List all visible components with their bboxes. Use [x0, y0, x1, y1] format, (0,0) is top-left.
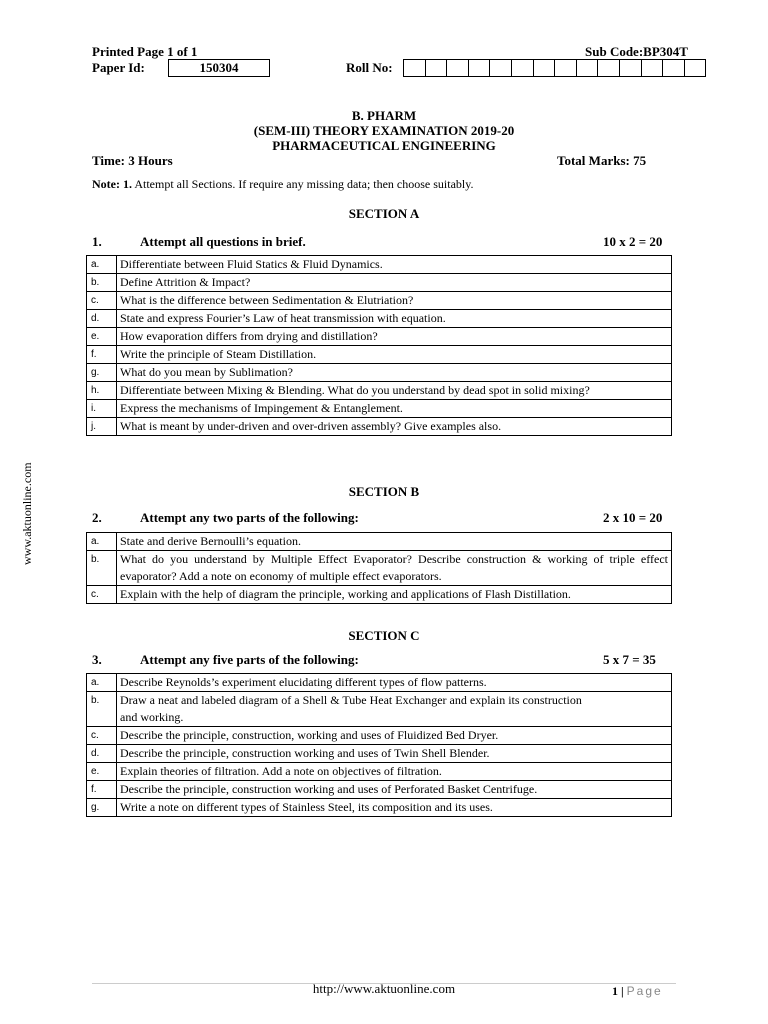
section-b-heading: SECTION B — [348, 484, 420, 499]
printed-page: Printed Page 1 of 1 — [92, 44, 198, 59]
section-c-marks: 5 x 7 = 35 — [603, 652, 656, 667]
question-row: f. Describe the principle, construction working and uses of Perforated Basket Centrifuge. — [87, 781, 672, 799]
section-c-qnum: 3. — [92, 652, 102, 667]
sub-code: Sub Code:BP304T — [585, 44, 688, 59]
side-watermark: www.aktuonline.com — [20, 462, 34, 565]
section-a-table — [86, 255, 672, 436]
section-a-instruction: Attempt all questions in brief. — [140, 234, 306, 249]
question-row: a. State and derive Bernoulli’s equation. — [87, 533, 672, 551]
page-word: Page — [626, 984, 663, 998]
question-row: a. Describe Reynolds’s experiment elucidating different types of flow patterns. — [87, 674, 672, 692]
roll-no-boxes — [403, 59, 706, 77]
question-row: f. Write the principle of Steam Distillation. — [87, 346, 672, 364]
question-row: c. What is the difference between Sedimentation & Elutriation? — [87, 292, 672, 310]
question-row: b. Draw a neat and labeled diagram of a Shell & Tube Heat Exchanger and explain its construction and working. — [87, 692, 672, 727]
section-b-table — [86, 532, 672, 604]
note-label: Note: 1. — [92, 177, 132, 191]
section-c-instruction: Attempt any five parts of the following: — [140, 652, 359, 667]
paper-id-label: Paper Id: — [92, 60, 145, 75]
question-row: b. What do you understand by Multiple Effect Evaporator? Describe construction & working of triple effect evaporator? Add a note on economy of multiple effect evaporators. — [87, 551, 672, 586]
section-a-qnum: 1. — [92, 234, 102, 249]
section-c-table — [86, 673, 672, 817]
section-b-instruction: Attempt any two parts of the following: — [140, 510, 359, 525]
question-row: e. How evaporation differs from drying and distillation? — [87, 328, 672, 346]
note — [92, 177, 473, 192]
section-a-marks: 10 x 2 = 20 — [603, 234, 663, 249]
page-number — [612, 984, 663, 999]
page-separator: | — [621, 984, 624, 998]
subject: PHARMACEUTICAL ENGINEERING — [272, 138, 496, 153]
section-a-heading: SECTION A — [348, 206, 420, 221]
question-row: i. Express the mechanisms of Impingement & Entanglement. — [87, 400, 672, 418]
section-c-heading: SECTION C — [348, 628, 420, 643]
question-row: j. What is meant by under-driven and over-driven assembly? Give examples also. — [87, 418, 672, 436]
program: B. PHARM — [351, 108, 417, 123]
note-text: Attempt all Sections. If require any missing data; then choose suitably. — [134, 177, 474, 191]
question-row: g. What do you mean by Sublimation? — [87, 364, 672, 382]
question-row: h. Differentiate between Mixing & Blending. What do you understand by dead spot in solid mixing? — [87, 382, 672, 400]
question-row: c. Describe the principle, construction, working and uses of Fluidized Bed Dryer. — [87, 727, 672, 745]
section-b-qnum: 2. — [92, 510, 102, 525]
time: Time: 3 Hours — [92, 153, 173, 168]
page-number-value: 1 — [612, 984, 618, 998]
question-row: d. Describe the principle, construction working and uses of Twin Shell Blender. — [87, 745, 672, 763]
question-row: c. Explain with the help of diagram the principle, working and applications of Flash Distillation. — [87, 586, 672, 604]
footer-url[interactable]: http://www.aktuonline.com — [312, 981, 456, 996]
question-row: g. Write a note on different types of Stainless Steel, its composition and its uses. — [87, 799, 672, 817]
paper-id-value: 150304 — [168, 59, 270, 77]
question-row: e. Explain theories of filtration. Add a note on objectives of filtration. — [87, 763, 672, 781]
section-b-marks: 2 x 10 = 20 — [603, 510, 663, 525]
roll-no-label: Roll No: — [346, 60, 393, 75]
question-row: a. Differentiate between Fluid Statics & Fluid Dynamics. — [87, 256, 672, 274]
question-row: b. Define Attrition & Impact? — [87, 274, 672, 292]
question-row: d. State and express Fourier’s Law of heat transmission with equation. — [87, 310, 672, 328]
total-marks: Total Marks: 75 — [557, 153, 647, 168]
exam-title: (SEM-III) THEORY EXAMINATION 2019-20 — [253, 123, 515, 138]
